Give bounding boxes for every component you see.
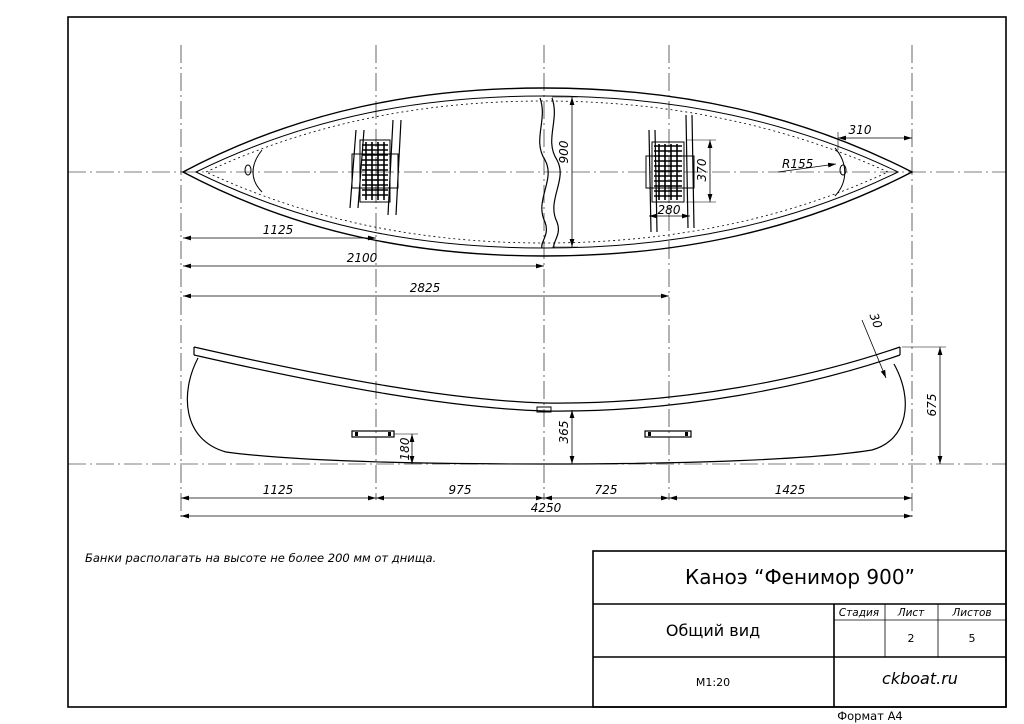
- drawing-subtitle: Общий вид: [665, 621, 761, 640]
- construction-lines: [68, 45, 1006, 520]
- dim-profile-365: 365: [557, 420, 571, 444]
- dim-plan-280: 280: [657, 203, 681, 217]
- sheet-value: 2: [907, 632, 915, 645]
- sheet-label: Лист: [897, 607, 925, 619]
- stage-label: Стадия: [838, 607, 880, 619]
- dim-profile-725: 725: [594, 483, 618, 497]
- dim-plan-310: 310: [848, 123, 872, 137]
- dim-plan-370: 370: [695, 158, 709, 182]
- sheets-value: 5: [968, 632, 976, 645]
- dim-profile-4250: 4250: [530, 501, 562, 515]
- drawing-scale: M1:20: [695, 676, 731, 689]
- dim-plan-2100: 2100: [346, 251, 378, 265]
- dim-profile-1425: 1425: [774, 483, 806, 497]
- paper-format: Формат А4: [837, 709, 903, 723]
- dim-plan-r155: R155: [782, 157, 814, 171]
- title-block: [593, 551, 1006, 707]
- dim-plan-2825: 2825: [409, 281, 441, 295]
- dim-profile-30: 30: [866, 311, 885, 331]
- dim-plan-900: 900: [557, 140, 571, 164]
- dim-profile-180: 180: [398, 437, 412, 461]
- canoe-profile-view: [187, 347, 905, 464]
- dim-plan-1125: 1125: [262, 223, 294, 237]
- dim-profile-975: 975: [448, 483, 472, 497]
- site-name: ckboat.ru: [882, 669, 958, 688]
- dim-profile-1125: 1125: [262, 483, 294, 497]
- seat-height-note: Банки располагать на высоте не более 200 мм от днища.: [85, 551, 437, 565]
- profile-dimensions: [181, 311, 946, 516]
- dim-profile-675: 675: [925, 393, 939, 417]
- drawing-title: Каноэ “Фенимор 900”: [685, 565, 915, 589]
- sheets-label: Листов: [952, 607, 992, 619]
